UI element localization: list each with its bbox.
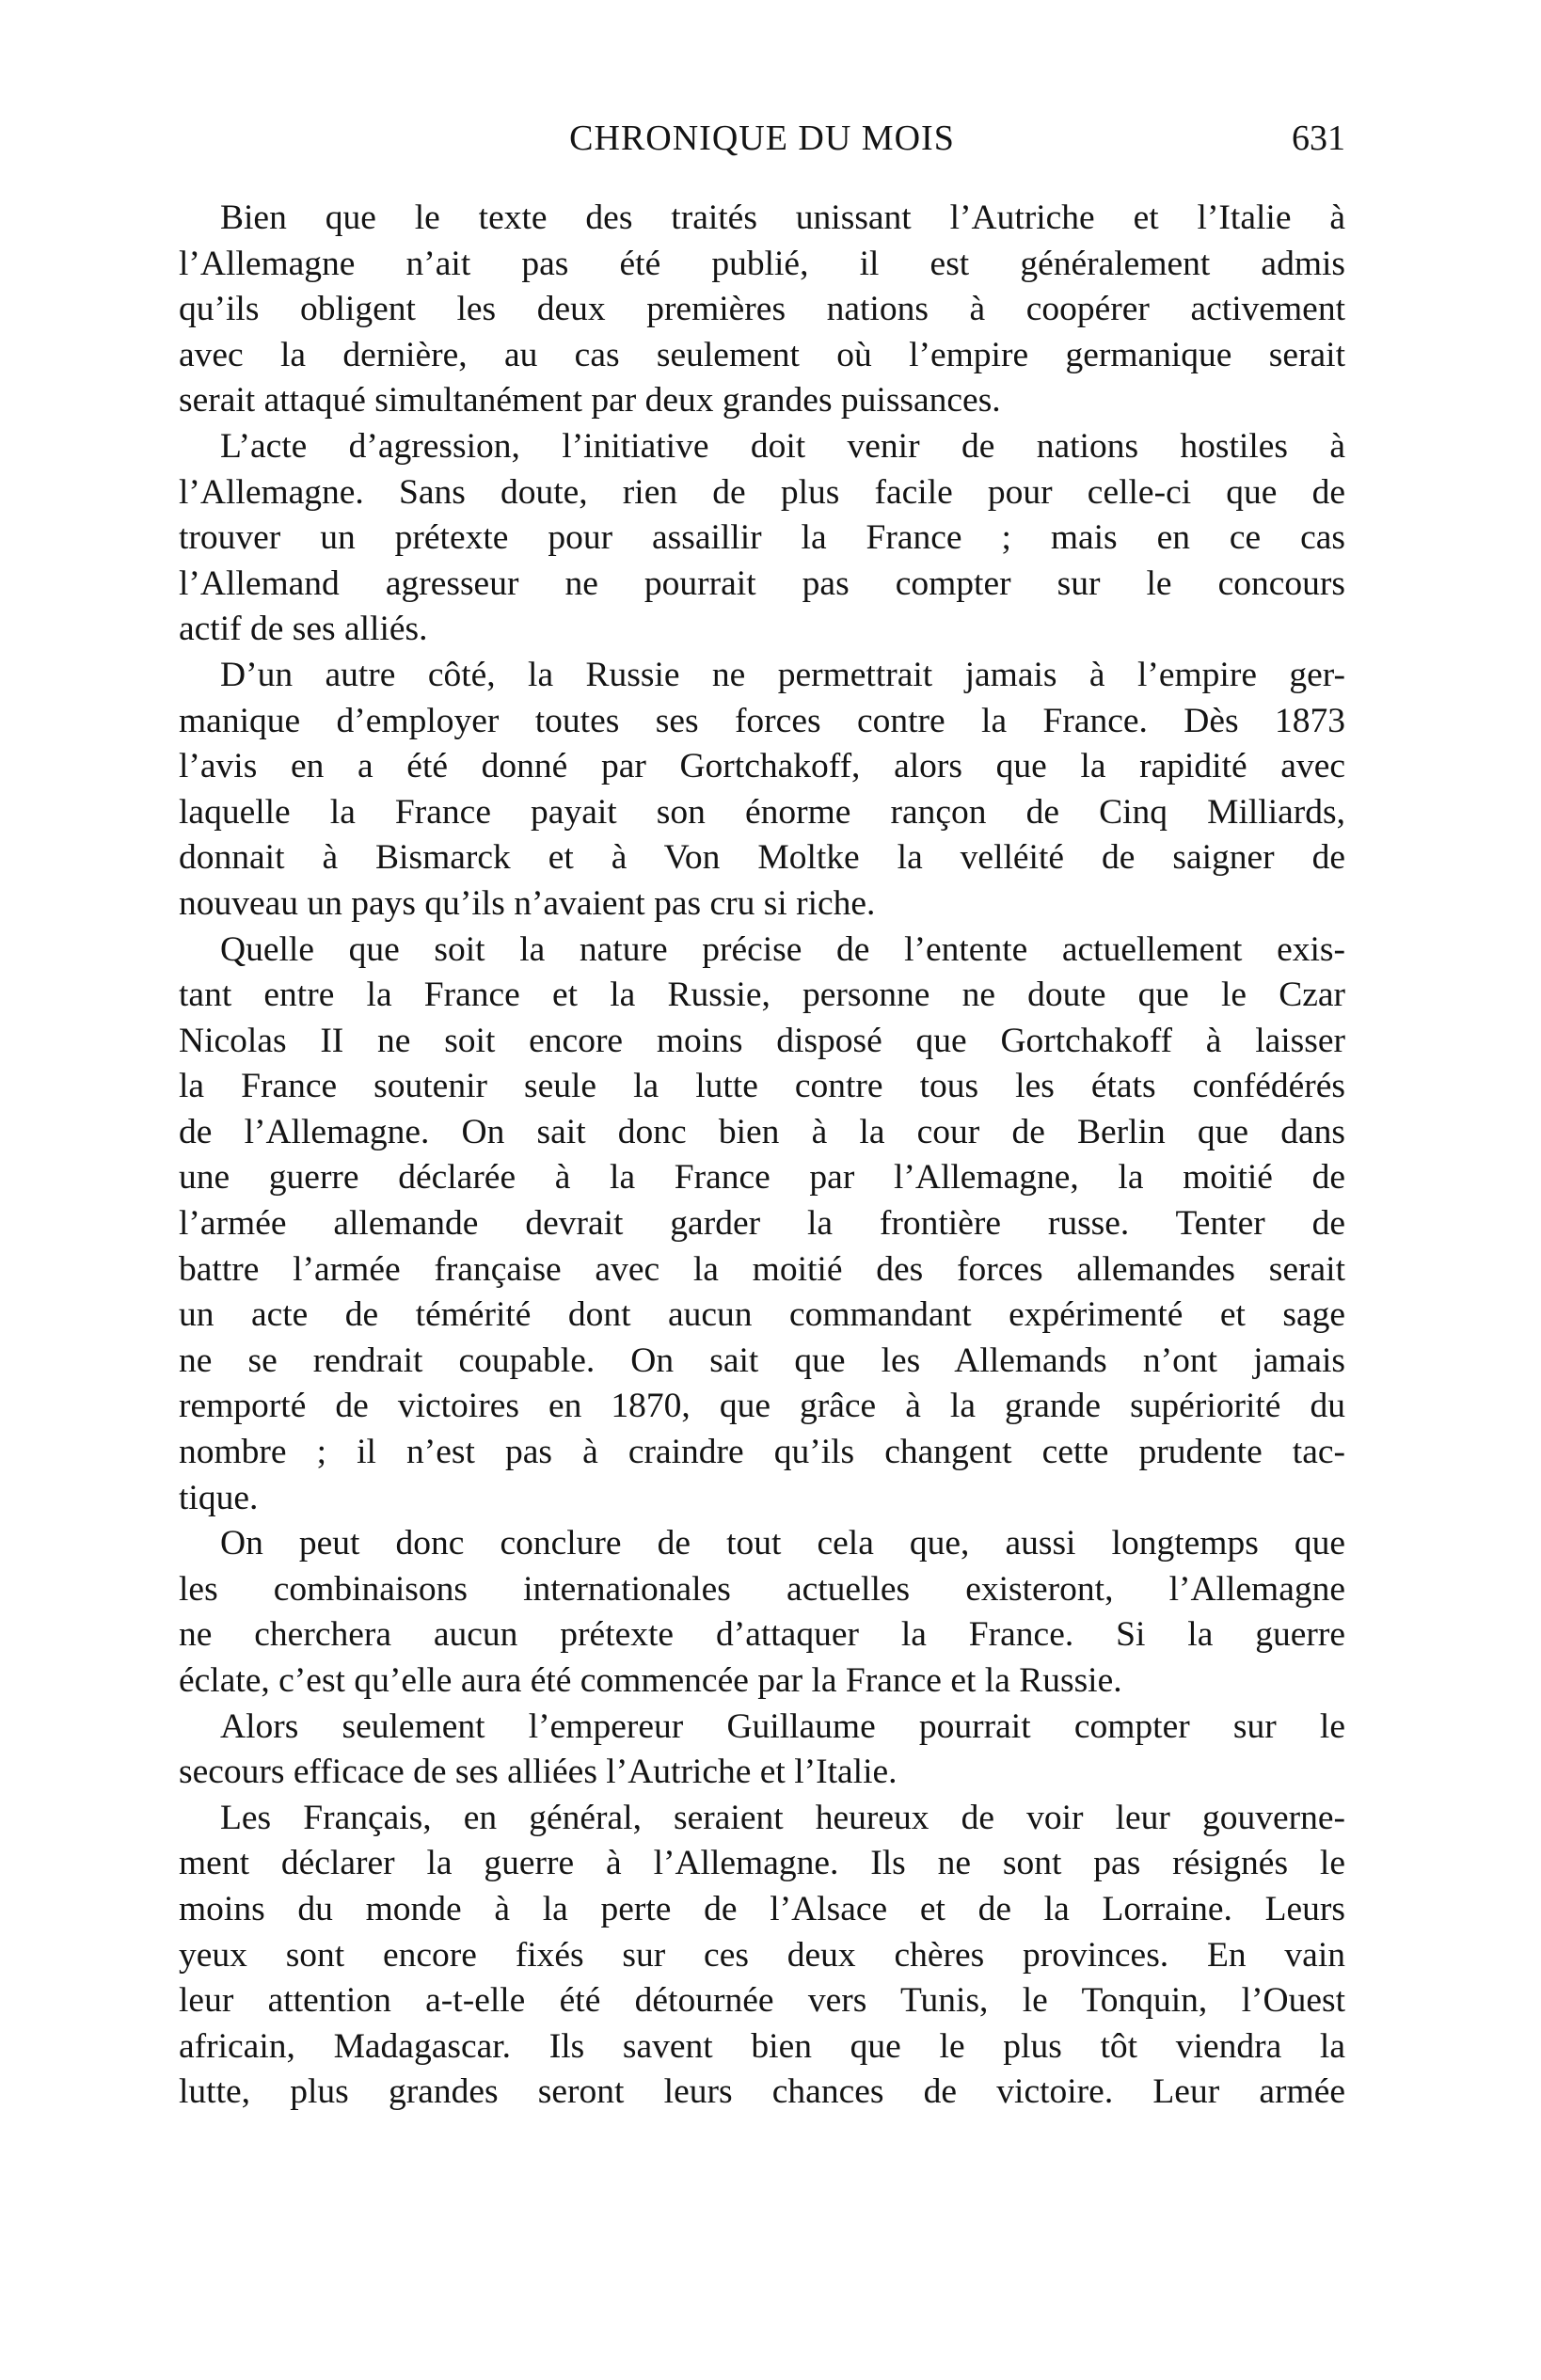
text-line: les combinaisons internationales actuelles existeront, l’Allemagne [179, 1569, 1345, 1609]
text-line: Nicolas II ne soit encore moins disposé que Gortchakoff à laisser [179, 1021, 1345, 1060]
text-line: On peut donc conclure de tout cela que, aussi longtemps que [220, 1524, 1345, 1563]
page-number: 631 [1292, 119, 1345, 158]
text-line: battre l’armée française avec la moitié des forces allemandes serait [179, 1249, 1345, 1289]
text-line: tique. [179, 1478, 259, 1517]
running-title: CHRONIQUE DU MOIS [569, 119, 955, 158]
text-line: remporté de victoires en 1870, que grâce à la grande supériorité du [179, 1387, 1345, 1426]
text-line: Bien que le texte des traités unissant l’Autriche et l’Italie à [220, 198, 1345, 237]
text-line: l’Allemand agresseur ne pourrait pas compter sur le concours [179, 563, 1345, 603]
text-line: nombre ; il n’est pas à craindre qu’ils changent cette prudente tac- [179, 1433, 1345, 1472]
text-line: l’armée allemande devrait garder la frontière russe. Tenter de [179, 1204, 1345, 1244]
text-line: l’Allemagne. Sans doute, rien de plus facile pour celle-ci que de [179, 472, 1345, 512]
paragraph [179, 424, 1345, 653]
text-line: l’avis en a été donné par Gortchakoff, alors que la rapidité avec [179, 747, 1345, 786]
text-line: D’un autre côté, la Russie ne permettrait jamais à l’empire ger- [220, 655, 1345, 694]
text-line: ne se rendrait coupable. On sait que les Allemands n’ont jamais [179, 1341, 1345, 1380]
text-line: qu’ils obligent les deux premières nations à coopérer activement [179, 290, 1345, 329]
text-line: moins du monde à la perte de l’Alsace et de la Lorraine. Leurs [179, 1889, 1345, 1928]
body-text [179, 196, 1345, 2116]
text-line: un acte de témérité dont aucun commandant expérimenté et sage [179, 1295, 1345, 1335]
text-line: de l’Allemagne. On sait donc bien à la cour de Berlin que dans [179, 1112, 1345, 1151]
text-line: serait attaqué simultanément par deux grandes puissances. [179, 381, 1001, 420]
text-line: donnait à Bismarck et à Von Moltke la velléité de saigner de [179, 838, 1345, 878]
paragraph [179, 1705, 1345, 1796]
text-line: ment déclarer la guerre à l’Allemagne. Ils ne sont pas résignés le [179, 1844, 1345, 1883]
paragraph [179, 653, 1345, 928]
paragraph [179, 196, 1345, 424]
text-line: secours efficace de ses alliées l’Autriche et l’Italie. [179, 1753, 898, 1792]
text-line: leur attention a-t-elle été détournée vers Tunis, le Tonquin, l’Ouest [179, 1981, 1345, 2021]
text-line: avec la dernière, au cas seulement où l’empire germanique serait [179, 335, 1345, 374]
text-line: actif de ses alliés. [179, 610, 428, 649]
text-line: l’Allemagne n’ait pas été publié, il est généralement admis [179, 244, 1345, 283]
paragraph [179, 928, 1345, 1522]
text-line: éclate, c’est qu’elle aura été commencée par la France et la Russie. [179, 1661, 1122, 1700]
text-line: Alors seulement l’empereur Guillaume pourrait compter sur le [220, 1706, 1345, 1746]
text-line: la France soutenir seule la lutte contre tous les états confédérés [179, 1067, 1345, 1106]
text-line: Les Français, en général, seraient heureux de voir leur gouverne- [220, 1798, 1345, 1837]
text-line: laquelle la France payait son énorme rançon de Cinq Milliards, [179, 792, 1345, 832]
text-line: une guerre déclarée à la France par l’Allemagne, la moitié de [179, 1158, 1345, 1198]
text-line: manique d’employer toutes ses forces contre la France. Dès 1873 [179, 701, 1345, 740]
text-line: nouveau un pays qu’ils n’avaient pas cru si riche. [179, 883, 876, 923]
text-line: L’acte d’agression, l’initiative doit venir de nations hostiles à [220, 426, 1345, 466]
text-line: africain, Madagascar. Ils savent bien que le plus tôt viendra la [179, 2026, 1345, 2066]
text-line: lutte, plus grandes seront leurs chances de victoire. Leur armée [179, 2072, 1345, 2112]
text-line: tant entre la France et la Russie, personne ne doute que le Czar [179, 976, 1345, 1015]
paragraph [179, 1796, 1345, 2116]
text-line: trouver un prétexte pour assaillir la France ; mais en ce cas [179, 518, 1345, 558]
paragraph [179, 1521, 1345, 1704]
text-line: yeux sont encore fixés sur ces deux chères provinces. En vain [179, 1935, 1345, 1975]
text-line: Quelle que soit la nature précise de l’entente actuellement exis- [220, 929, 1345, 969]
running-head [179, 115, 1345, 162]
text-line: ne cherchera aucun prétexte d’attaquer la France. Si la guerre [179, 1615, 1345, 1655]
